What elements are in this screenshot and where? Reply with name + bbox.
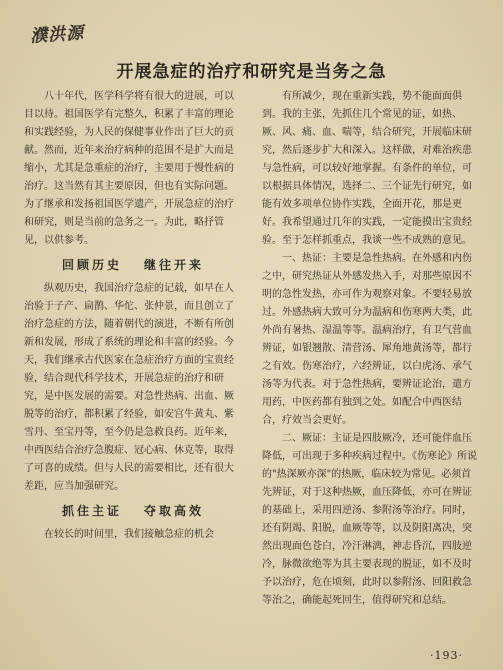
jue-syndrome-paragraph: 二、厥证：主证是四肢厥冷，还可能伴血压降低，可出现于多种疾病过程中。《伤寒论》所说的"热深厥亦深"的热厥，临床较为常见。必须首先辨证，对于这种热厥，血压降低，亦可在辨证的基础上，采用四逆汤、参附汤等治疗。同时，还有阴竭、阳脱，血厥等等，以及阴阳离决，突然出现面色苍白，冷汗淋漓，神志昏沉，四肢逆冷，脉微欲绝等为其主要表现的脱证，如不及时予以治疗，危在顷刻，此时以参附汤、回阳救急等治之，确能起死回生，值得研究和总结。: [262, 433, 477, 606]
heat-syndrome-paragraph: 一、热证：主要是急性热病。在外感和内伤之中，研究热证从外感发热入手，对那些原因不明的急性发热，亦可作为观察对象。不要轻易放过。外感热病大致可分为温病和伤寒两大类，此外尚有暑热、湿温等等。温病治疗，有卫气营血辨证，如银翘散、清营汤、犀角地黄汤等，都行之有效。伤寒治疗，六经辨证，以白虎汤、承气汤等为代表。对于急性热病，要辨证论治，遣方用药，中医药都有独到之处。如配合中西医结合，疗效当会更好。: [262, 253, 472, 426]
article-title: 开展急症的治疗和研究是当务之急: [116, 62, 387, 82]
section-heading-main-syndrome-part2: 夺取高效: [144, 504, 205, 518]
left-column: [24, 88, 242, 638]
section-heading-main-syndrome: [24, 498, 242, 524]
history-paragraph: 纵观历史，我国治疗急症的记载，如早在人治验于子产、扁鹊、华佗、张仲景，而且创立了治疗急症的方法，随着朝代的演进，不断有所创新和发展，形成了系统的理论和丰富的经验。今天，我们继承古代医家在急症治疗方面的宝贵经验，结合现代科学技术，开展急症的治疗和研究，是中医发展的需要。对急性热病、出血、厥脱等的治疗，都积累了经验，如安宫牛黄丸、紫雪丹、至宝丹等，至今仍是急救良药。近年来，中西医结合治疗急腹症、冠心病、休克等，取得了可喜的成绩。但与人民的需要相比，还有很大差距，应当加强研究。: [24, 283, 234, 492]
main-syndrome-paragraph: 在较长的时间里，我们接触急症的机会: [44, 529, 214, 540]
section-heading-main-syndrome-part1: 抓住主证: [61, 504, 122, 518]
section-heading-history-part2: 继往开来: [144, 258, 205, 272]
right-paragraph-1: 有所减少，现在重新实践，势不能面面俱到。我的主张，先抓住几个常见的证，如热、厥、风、痛、血、喘等，结合研究，开展临床研究，然后逐步扩大和深入。这样做，对难治疾患与急性病，可以较好地掌握。有条件的单位，可以根据具体情况，选择二、三个证先行研究，如能有效多项单位协作实践，全面开花，那是更好。我希望通过几年的实践，一定能摸出宝贵经验。至于怎样抓重点，我谈一些不成熟的意见。: [262, 91, 472, 246]
right-column: [262, 88, 480, 628]
page-number: ·193·: [430, 649, 463, 662]
intro-paragraph: 八十年代，医学科学将有很大的进展，可以目以待。祖国医学有完整久，积累了丰富的理论和实践经验，为人民的保健事业作出了巨大的贡献。然而，近年来治疗病种的范围不是扩大而是缩小，尤其是急重症的治疗，主要用于慢性病的治疗。这当然有其主要原因，但也有实际问题。为了继承和发扬祖国医学遗产，开展急症的治疗和研究，则是当前的急务之一。为此，略抒管见，以供参考。: [24, 91, 234, 246]
section-heading-history: [24, 252, 242, 278]
section-heading-history-part1: 回顾历史: [61, 258, 122, 272]
author-signature: 濮洪源: [29, 23, 85, 47]
